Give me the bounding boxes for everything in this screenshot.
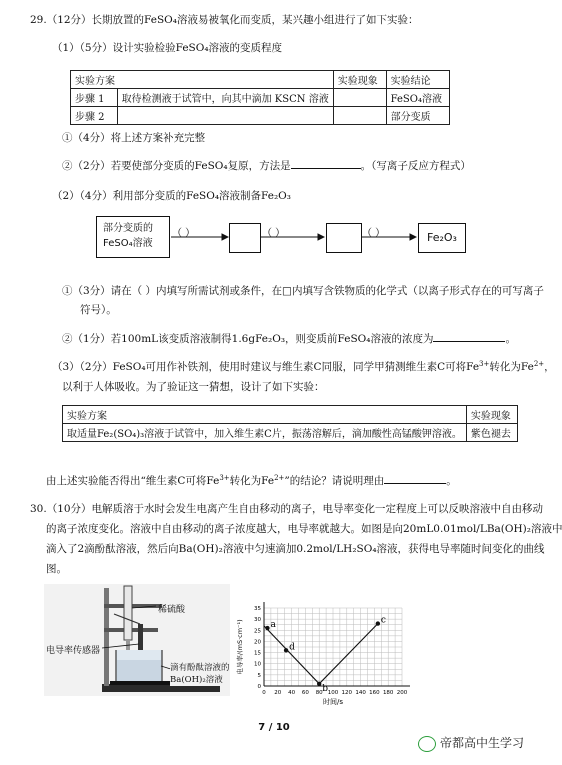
page-number: 7 / 10 [258,722,290,733]
conductivity-chart [234,598,420,710]
question-text: ， [544,361,555,373]
table-header-phenomenon: 实验现象 [466,406,517,424]
question-text: ②（2分）若要使部分变质的FeSO₄复原，方法是 [62,160,291,172]
flow-start-line2: FeSO₄溶液 [103,238,153,249]
point-label-b: b [322,683,328,694]
table-cell: 步骤 2 [71,107,118,125]
point-label-a: a [270,620,276,631]
q30-line1: 30.（10分）电解质溶于水时会发生电离产生自由移动的离子，电导率变化一定程度上可以反映溶液中自由移动 [30,503,544,515]
x-axis-label: 时间/s [322,698,344,706]
q29-header: 29.（12分）长期放置的FeSO₄溶液易被氧化而变质，某兴趣小组进行了如下实验： [30,14,419,26]
table-cell: 部分变质 [386,107,449,125]
x-tick-label: 180 [382,690,394,696]
question-text: 。 [505,333,516,345]
flow-arrows [0,0,548,300]
y-tick-label: 20 [254,639,261,646]
ion-charge: 2+ [274,474,285,482]
ion-charge: 3+ [479,360,490,368]
question-text: 转化为Fe [229,475,275,487]
point-a [265,626,269,630]
y-tick-label: 5 [257,672,261,679]
stand-rod [104,588,109,686]
table-row [63,406,518,424]
flow-start-line1: 部分变质的 [103,223,153,234]
flow-end-box: Fe₂O₃ [418,223,466,253]
sensor-label: 电导率传感器 [46,643,100,656]
x-tick-label: 0 [262,690,266,696]
y-tick-label: 10 [254,661,261,668]
table-header-plan: 实验方案 [63,406,467,424]
point-b [317,682,321,686]
flow-blank-box-1[interactable] [229,223,261,253]
flow-blank-box-2[interactable] [326,223,362,253]
question-text: 由上述实验能否得出“维生素C可将Fe [46,475,220,487]
q29-part3-question [46,473,457,488]
question-text: ②（1分）若100mL该变质溶液制得1.6gFe₂O₃，则变质前FeSO₄溶液的浓度为 [62,333,434,345]
flow-condition-3[interactable]: （ ） [362,228,386,239]
y-tick-label: 15 [254,650,261,657]
q29-part2-q1-line2: 符号）。 [80,304,117,316]
wechat-icon [418,736,436,752]
x-tick-label: 120 [341,690,353,696]
question-text: （3）（2分）FeSO₄可用作补铁剂，使用时建议与维生素C同服，同学甲猜测维生素C可将Fe [52,361,480,373]
flow-condition-2[interactable]: （ ） [262,228,286,239]
watermark [418,734,524,752]
point-d [284,648,288,652]
x-tick-label: 80 [315,690,323,696]
solution-label-line2: Ba(OH)₂溶液 [170,675,223,685]
table-cell: 取待检测液于试管中，向其中滴加 KSCN 溶液 [117,89,333,107]
question-text: 。 [446,475,457,487]
x-tick-label: 60 [301,690,309,696]
burette [124,586,132,640]
q29-verification-table [62,405,518,442]
table-header-conclusion: 实验结论 [386,71,449,89]
q30-line4: 图。 [46,563,67,575]
q29-part1-title: （1）（5分）设计实验检验FeSO₄溶液的变质程度 [52,42,283,54]
y-tick-label: 35 [254,606,261,612]
table-cell: 紫色褪去 [466,424,517,442]
point-c [376,621,380,625]
acid-label: 稀硫酸 [158,605,186,615]
solution-label-line1: 滴有酚酞溶液的 [170,663,230,673]
question-text: 。（写离子反应方程式） [360,160,471,172]
point-label-c: c [380,615,386,626]
q30-line2: 的离子浓度变化。溶液中自由移动的离子浓度越大，电导率就越大。如图是向20mL0.01mol/LBa(OH)₂溶液中 [46,523,562,535]
x-tick-label: 200 [396,690,408,696]
x-tick-label: 20 [274,690,282,696]
y-axis-label: 电导率/(mS·cm⁻¹) [236,619,244,675]
x-tick-label: 100 [327,690,339,696]
q29-part3-line2: 以利于人体吸收。为了验证这一猜想，设计了如下实验： [62,381,325,393]
q29-part3-line1 [52,359,555,374]
watermark-text: 帝都高中生学习 [440,736,525,750]
ion-charge: 3+ [219,474,230,482]
q30-line3: 滴入了2滴酚酞溶液，然后向Ba(OH)₂溶液中匀速滴加0.2mol/LH₂SO₄溶液，获得电导率随时间变化的曲线 [46,543,545,555]
q29-part2-q2 [62,331,516,346]
y-tick-label: 30 [254,617,261,624]
table-cell: 取适量Fe₂(SO₄)₃溶液于试管中，加入维生素C片，振荡溶解后，滴加酸性高锰酸钾溶液。 [63,424,467,442]
question-text: 转化为Fe [489,361,534,373]
x-tick-label: 140 [355,690,366,696]
answer-blank[interactable] [433,331,505,342]
q29-part2-q1-line1: ①（3分）请在（ ）内填写所需试剂或条件，在□内填写含铁物质的化学式（以离子形式存在的可写离子 [62,285,544,297]
ion-charge: 2+ [533,360,545,368]
table-header-phenomenon: 实验现象 [333,71,386,89]
table-header-plan: 实验方案 [71,71,334,89]
x-tick-label: 40 [288,690,296,696]
q29-part1-q1: ①（4分）将上述方案补充完整 [62,132,206,144]
x-tick-label: 160 [369,690,380,696]
table-cell: 步骤 1 [71,89,118,107]
question-text: ”的结论？请说明理由 [284,475,385,487]
flow-condition-1[interactable]: （ ） [172,228,196,239]
y-tick-label: 0 [257,684,261,690]
solution-label [170,662,230,686]
table-row [63,424,518,442]
point-label-d: d [289,642,295,653]
q29-part2-title: （2）（4分）利用部分变质的FeSO₄溶液制备Fe₂O₃ [52,190,291,202]
answer-blank[interactable] [384,473,446,484]
y-tick-label: 25 [254,628,261,635]
table-cell: FeSO₄溶液 [386,89,449,107]
